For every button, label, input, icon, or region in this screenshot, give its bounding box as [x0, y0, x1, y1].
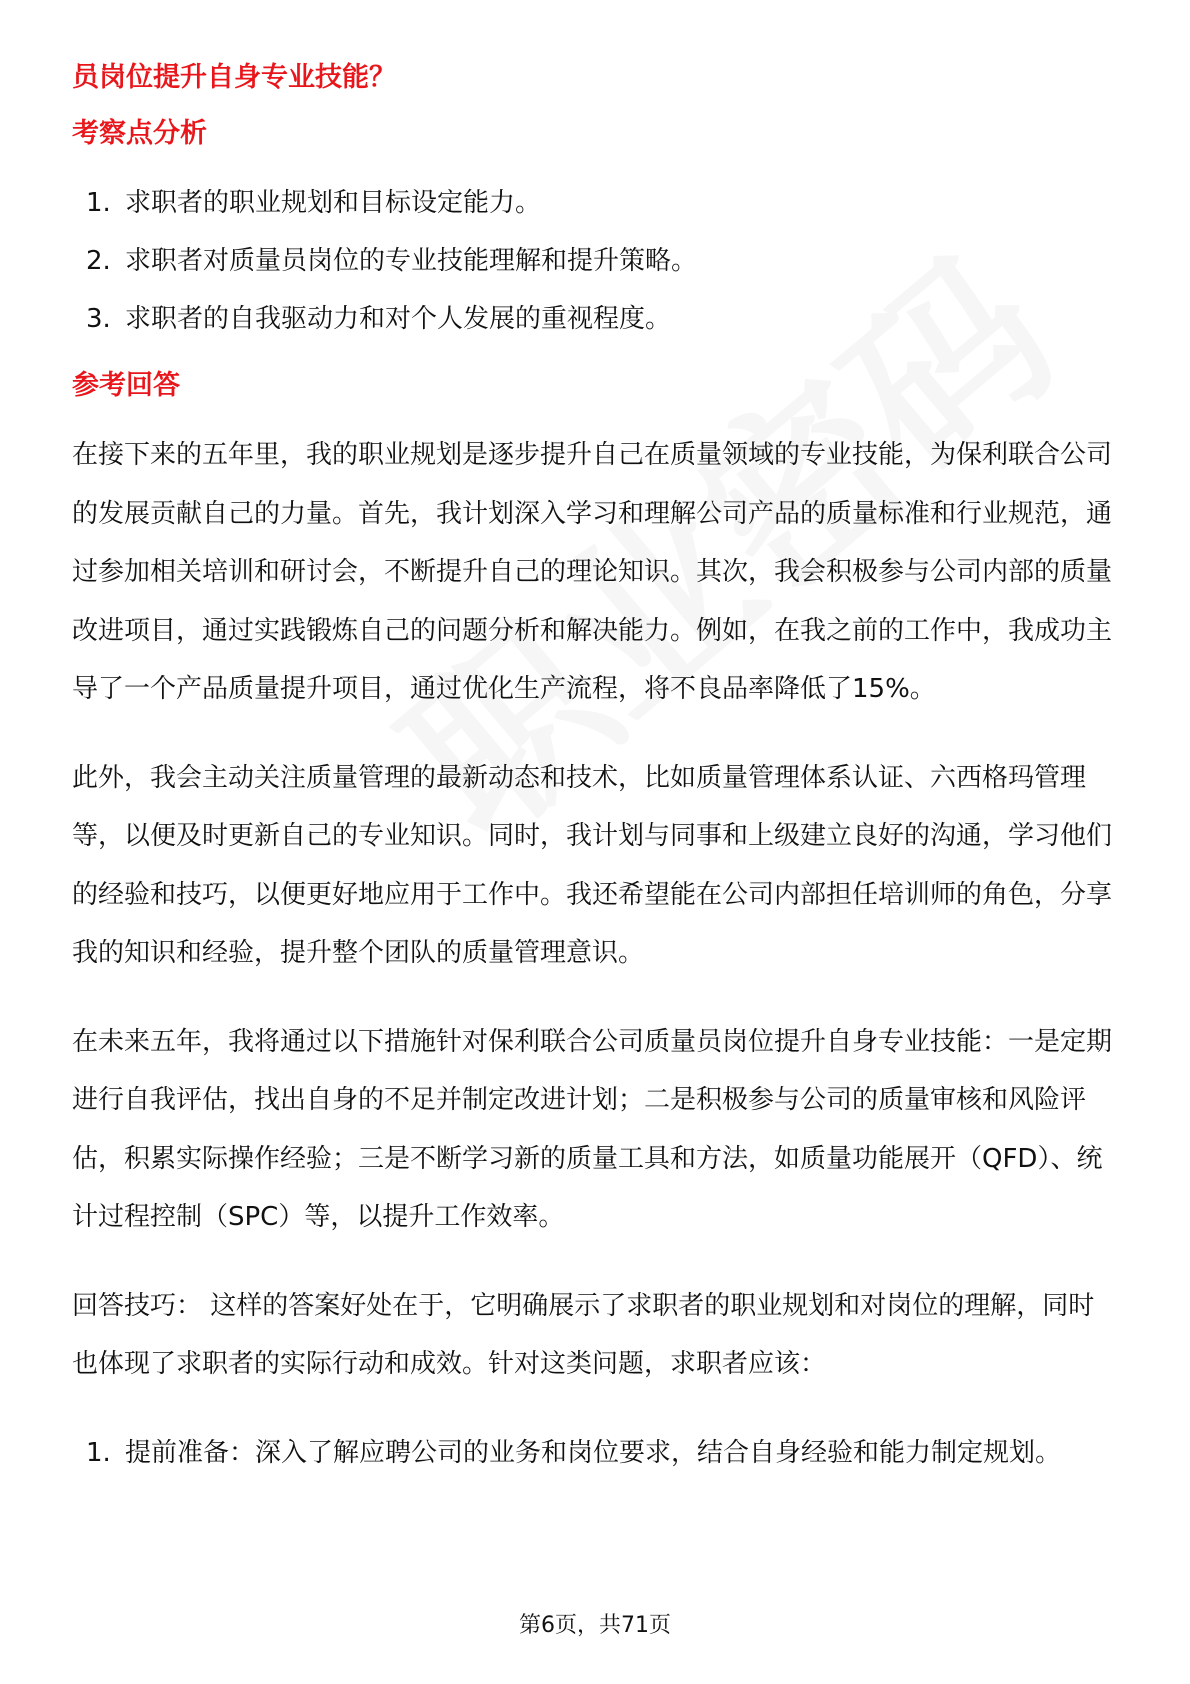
list-item — [72, 232, 1118, 290]
list-item-number: 2. — [86, 246, 111, 276]
answer-paragraph-1: 在接下来的五年里，我的职业规划是逐步提升自己在质量领域的专业技能，为保利联合公司的发展贡献自己的力量。首先，我计划深入学习和理解公司产品的质量标准和行业规范，通过参加相关培训和研讨会，不断提升自己的理论知识。其次，我会积极参与公司内部的质量改进项目，通过实践锻炼自己的问题分析和解决能力。例如，在我之前的工作中，我成功主导了一个产品质量提升项目，通过优化生产流程，将不良品率降低了15%。 — [72, 440, 1113, 704]
page-title: 员岗位提升自身专业技能？ — [72, 62, 396, 93]
list-item-number: 3. — [86, 304, 111, 334]
list-item — [72, 290, 1118, 348]
list-item-text: 求职者的自我驱动力和对个人发展的重视程度。 — [125, 304, 672, 334]
page-number: 第6页，共71页 — [519, 1613, 671, 1638]
list-item — [72, 1424, 1118, 1482]
analysis-heading: 考察点分析 — [72, 118, 207, 149]
tips-list — [72, 1424, 1118, 1482]
list-item-text: 求职者的职业规划和目标设定能力。 — [125, 188, 542, 218]
answer-paragraph-2: 此外，我会主动关注质量管理的最新动态和技术，比如质量管理体系认证、六西格玛管理等，以便及时更新自己的专业知识。同时，我计划与同事和上级建立良好的沟通，学习他们的经验和技巧，以便更好地应用于工作中。我还希望能在公司内部担任培训师的角色，分享我的知识和经验，提升整个团队的质量管理意识。 — [72, 762, 1113, 968]
answer-paragraph-3: 在未来五年，我将通过以下措施针对保利联合公司质量员岗位提升自身专业技能：一是定期进行自我评估，找出自身的不足并制定改进计划；二是积极参与公司的质量审核和风险评估，积累实际操作经验；三是不断学习新的质量工具和方法，如质量功能展开（QFD）、统计过程控制（SPC）等，以提升工作效率。 — [72, 1026, 1113, 1232]
list-item-text: 提前准备：深入了解应聘公司的业务和岗位要求，结合自身经验和能力制定规划。 — [125, 1437, 1062, 1468]
list-item-number: 1. — [86, 1437, 111, 1468]
answer-tips-paragraph: 回答技巧： 这样的答案好处在于，它明确展示了求职者的职业规划和对岗位的理解，同时也体现了求职者的实际行动和成效。针对这类问题，求职者应该： — [72, 1290, 1095, 1379]
list-item — [72, 174, 1118, 232]
content-area — [72, 58, 1118, 1482]
answer-heading: 参考回答 — [72, 370, 180, 401]
list-item-number: 1. — [86, 188, 111, 218]
list-item-text: 求职者对质量员岗位的专业技能理解和提升策略。 — [125, 246, 698, 276]
analysis-list — [72, 174, 1118, 348]
